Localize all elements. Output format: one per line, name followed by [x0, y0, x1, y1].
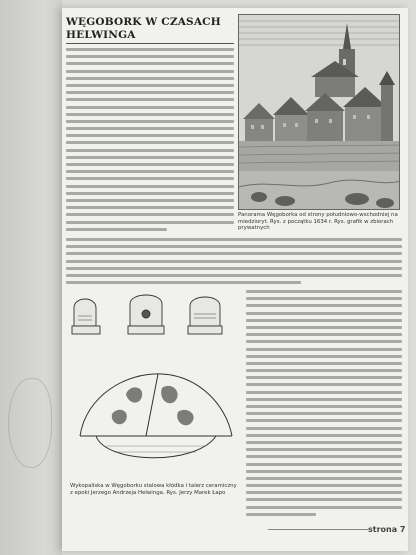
text-line-placeholder — [66, 252, 402, 255]
text-line-placeholder — [246, 312, 402, 315]
text-line-placeholder — [66, 221, 234, 224]
text-line-placeholder — [246, 434, 402, 437]
text-line-placeholder — [246, 470, 402, 473]
text-line-placeholder — [246, 297, 402, 300]
artifact-caption: Wykopaliska w Węgoborku stalowa kłódka i talerz ceramiczny z epoki Jerzego Andrzeja Helwinga. Rys. Jerzy Marek Łapo — [70, 483, 237, 496]
text-line-placeholder — [246, 455, 402, 458]
text-line-placeholder — [66, 91, 234, 94]
text-line-placeholder — [66, 192, 234, 195]
page-number-label: strona — [368, 525, 398, 534]
text-line-placeholder — [246, 304, 402, 307]
text-line-placeholder — [66, 141, 234, 144]
text-line-placeholder — [246, 491, 402, 494]
text-line-placeholder — [246, 319, 402, 322]
text-line-placeholder — [66, 213, 234, 216]
text-line-placeholder — [246, 369, 402, 372]
text-line-placeholder — [66, 156, 234, 159]
text-line-placeholder — [246, 412, 402, 415]
text-line-placeholder — [246, 477, 402, 480]
engraving-caption: Panorama Węgoborka od strony południowo-wschodniej na miedzioryt. Rys. z początku 1634 r. Rys. grafik w zbiorach prywatnych — [238, 212, 398, 232]
text-line-placeholder — [66, 77, 234, 80]
text-line-placeholder — [246, 506, 402, 509]
text-line-placeholder — [66, 62, 234, 65]
text-line-placeholder — [246, 398, 402, 401]
text-line-placeholder — [246, 355, 402, 358]
text-line-placeholder — [66, 55, 234, 58]
text-line-placeholder — [66, 98, 234, 101]
text-line-placeholder — [66, 199, 234, 202]
page-number — [368, 525, 406, 534]
text-line-placeholder — [66, 170, 234, 173]
text-line-placeholder — [246, 340, 402, 343]
text-line-placeholder — [66, 185, 234, 188]
article-title: WĘGOBORK W CZASACH HELWINGA — [66, 16, 221, 41]
text-line-placeholder — [66, 70, 234, 73]
text-line-placeholder — [246, 326, 402, 329]
text-line-placeholder — [246, 441, 402, 444]
text-line-placeholder — [246, 383, 402, 386]
body-text-top-left — [66, 48, 234, 235]
text-line-placeholder — [246, 290, 402, 293]
text-line-placeholder — [66, 245, 402, 248]
body-text-wide — [66, 238, 402, 288]
text-line-placeholder — [246, 513, 316, 516]
text-line-placeholder — [66, 281, 301, 284]
text-line-placeholder — [66, 48, 234, 51]
text-line-placeholder — [66, 134, 234, 137]
text-line-placeholder — [246, 376, 402, 379]
facing-page-edge — [0, 0, 62, 555]
title-underline — [66, 43, 234, 44]
text-line-placeholder — [66, 228, 167, 231]
text-line-placeholder — [246, 463, 402, 466]
text-line-placeholder — [66, 206, 234, 209]
text-line-placeholder — [66, 163, 234, 166]
text-line-placeholder — [246, 405, 402, 408]
text-line-placeholder — [66, 127, 234, 130]
text-line-placeholder — [66, 120, 234, 123]
text-line-placeholder — [66, 177, 234, 180]
text-line-placeholder — [246, 498, 402, 501]
facing-page-sketch — [8, 378, 52, 468]
town-panorama-engraving — [238, 14, 400, 210]
text-line-placeholder — [66, 267, 402, 270]
body-text-right-column — [246, 290, 402, 520]
text-line-placeholder — [66, 106, 234, 109]
page-number-value: 7 — [399, 525, 406, 534]
text-line-placeholder — [66, 84, 234, 87]
text-line-placeholder — [66, 149, 234, 152]
text-line-placeholder — [246, 348, 402, 351]
text-line-placeholder — [246, 448, 402, 451]
footer-rule — [268, 529, 368, 530]
text-line-placeholder — [66, 113, 234, 116]
text-line-placeholder — [246, 333, 402, 336]
artifact-drawings — [66, 286, 240, 482]
text-line-placeholder — [246, 419, 402, 422]
text-line-placeholder — [246, 362, 402, 365]
text-line-placeholder — [246, 391, 402, 394]
text-line-placeholder — [66, 260, 402, 263]
text-line-placeholder — [246, 427, 402, 430]
text-line-placeholder — [246, 484, 402, 487]
text-line-placeholder — [66, 274, 402, 277]
text-line-placeholder — [66, 238, 402, 241]
